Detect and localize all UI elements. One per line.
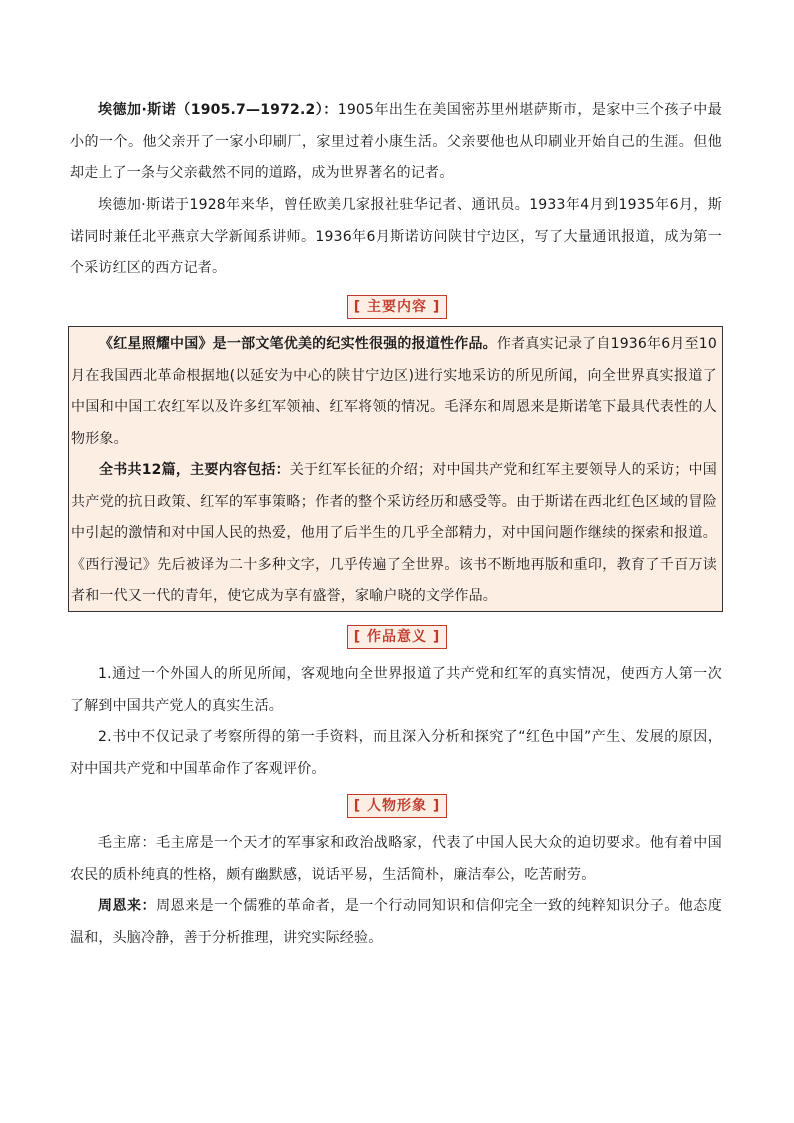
significance-item-2	[70, 722, 722, 785]
significance-item-1-text: 1.通过一个外国人的所见所闻，客观地向全世界报道了共产党和红军的真实情况，使西方人第一次了解到中国共产党人的真实生活。	[70, 666, 722, 714]
main-content-box	[68, 326, 723, 612]
main-content-paragraph-2	[71, 455, 717, 613]
main-content-heading: [ 主要内容 ]	[347, 295, 448, 319]
characters-heading: [ 人物形象 ]	[347, 794, 448, 818]
characters-heading-wrap	[0, 794, 794, 818]
character-zhou-paragraph	[70, 891, 722, 954]
significance-heading-wrap	[0, 625, 794, 649]
author-career-paragraph	[70, 190, 722, 285]
significance-item-2-text: 2.书中不仅记录了考察所得的第一手资料，而且深入分析和探究了“红色中国”产生、发展的原因，对中国共产党和中国革命作了客观评价。	[70, 729, 722, 777]
book-summary-lead: 全书共12篇，主要内容包括：	[99, 462, 290, 478]
author-career-text: 埃德加·斯诺于1928年来华，曾任欧美几家报社驻华记者、通讯员。1933年4月到1935年6月，斯诺同时兼任北平燕京大学新闻系讲师。1936年6月斯诺访问陕甘宁边区，写了大量通讯报道，成为第一个采访红区的西方记者。	[70, 197, 722, 276]
book-summary-text: 关于红军长征的介绍；对中国共产党和红军主要领导人的采访；中国共产党的抗日政策、红军的军事策略；作者的整个采访经历和感受等。由于斯诺在西北红色区域的冒险中引起的激情和对中国人民的热爱，他用了后半生的几乎全部精力，对中国问题作继续的探索和报道。《西行漫记》先后被译为二十多种文字，几乎传遍了全世界。该书不断地再版和重印，教育了千百万读者和一代又一代的青年，使它成为享有盛誉，家喻户晓的文学作品。	[71, 462, 717, 604]
author-name-dates: 埃德加·斯诺（1905.7—1972.2）：	[98, 102, 338, 118]
character-mao-lead: 毛主席：	[98, 835, 157, 851]
character-mao-text: 毛主席是一个天才的军事家和政治战略家，代表了中国人民大众的迫切要求。他有着中国农民的质朴纯真的性格，颇有幽默感，说话平易，生活简朴，廉洁奉公，吃苦耐劳。	[70, 835, 722, 883]
book-intro-lead: 《红星照耀中国》是一部文笔优美的纪实性很强的报道性作品。	[99, 336, 497, 352]
character-mao-paragraph	[70, 828, 722, 891]
main-content-paragraph-1	[71, 329, 717, 455]
character-zhou-text: 周恩来是一个儒雅的革命者，是一个行动同知识和信仰完全一致的纯粹知识分子。他态度温和，头脑冷静，善于分析推理，讲究实际经验。	[70, 898, 722, 946]
character-zhou-lead: 周恩来：	[98, 898, 157, 914]
significance-heading: [ 作品意义 ]	[347, 625, 448, 649]
author-bio-text: 1905年出生在美国密苏里州堪萨斯市，是家中三个孩子中最小的一个。他父亲开了一家小印刷厂，家里过着小康生活。父亲要他也从印刷业开始自己的生涯。但他却走上了一条与父亲截然不同的道路，成为世界著名的记者。	[70, 102, 722, 181]
significance-item-1	[70, 659, 722, 722]
author-bio-paragraph	[70, 95, 722, 190]
book-intro-text: 作者真实记录了自1936年6月至10月在我国西北革命根据地(以延安为中心的陕甘宁边区)进行实地采访的所见所闻，向全世界真实报道了中国和中国工农红军以及许多红军领袖、红军将领的情况。毛泽东和周恩来是斯诺笔下最具代表性的人物形象。	[71, 336, 717, 447]
main-content-heading-wrap	[0, 295, 794, 319]
